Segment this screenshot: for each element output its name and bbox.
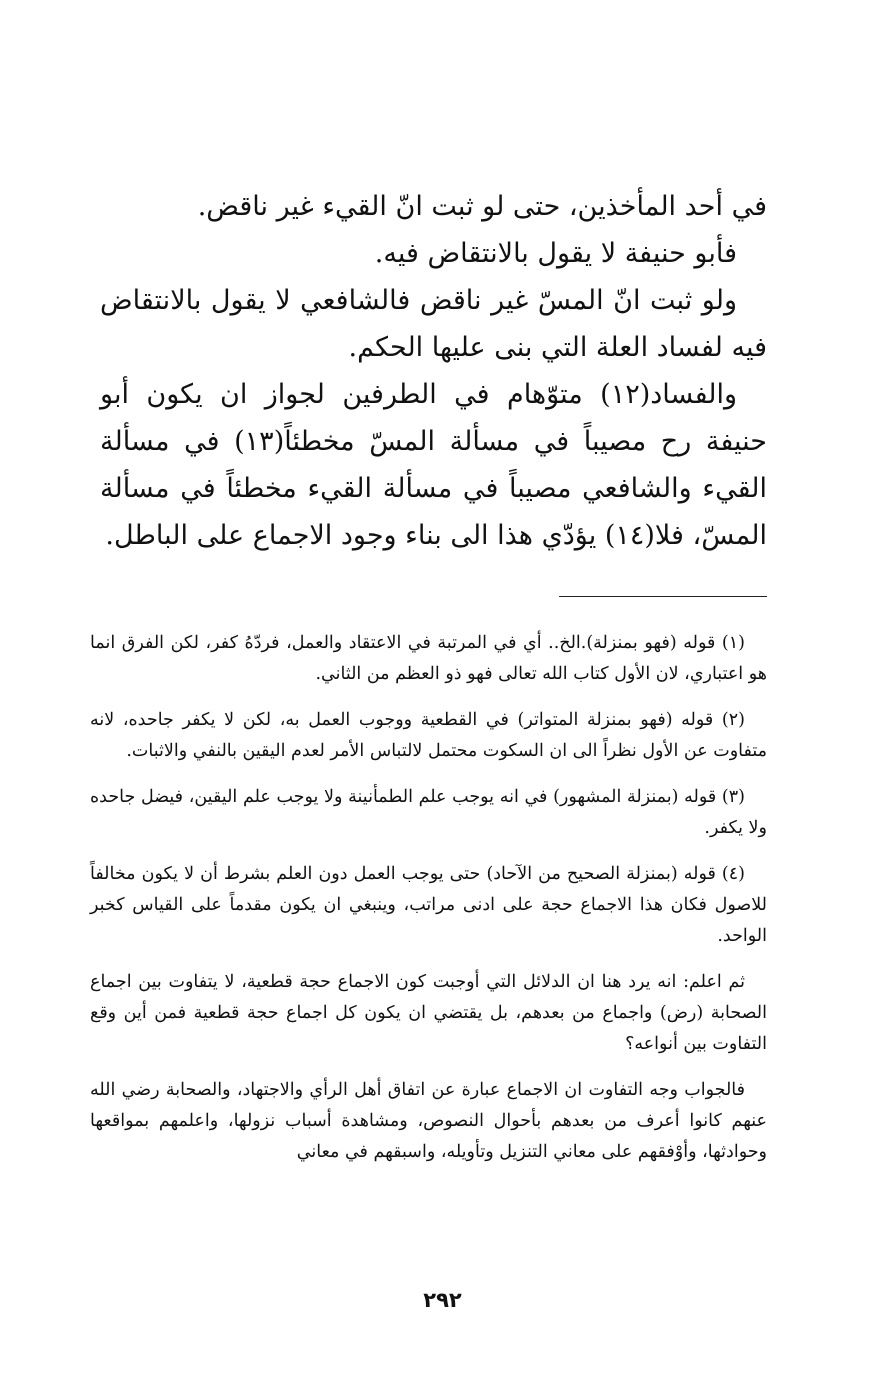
commentary-paragraph: ثم اعلم: انه يرد هنا ان الدلائل التي أوجبت كون الاجماع حجة قطعية، لا يتفاوت بين اجماع الصحابة (رض) واجماع من بعدهم، بل يقتضي ان يكون كل اجماع حجة قطعية فمن أين وقع التفاوت بين أنواعه؟ [90,972,767,1054]
main-text-body [100,183,767,559]
footnote-1: (١) قوله (فهو بمنزلة).الخ.. أي في المرتبة في الاعتقاد والعمل، فردّهُ كفر، لكن الفرق انما هو اعتباري، لان الأول كتاب الله تعالى فهو ذو العظم من الثاني. [90,633,767,684]
commentary-paragraph: فالجواب وجه التفاوت ان الاجماع عبارة عن اتفاق أهل الرأي والاجتهاد، والصحابة رضي الله عنهم كانوا أعرف من بعدهم بأحوال النصوص، ومشاهدة أسباب نزولها، واعلمهم بمواقعها وحوادثها، وأوْفقهم على معاني التنزيل وتأويله، واسبقهم في معاني [90,1080,767,1162]
page-number: ٢٩٢ [423,1288,462,1312]
footnotes-section [90,628,767,1183]
footnote-divider [559,596,767,597]
main-paragraph: والفساد(١٢) متوّهام في الطرفين لجواز ان يكون أبو حنيفة رح مصيباً في مسألة المسّ مخطئاً(١٣) في مسألة القيء والشافعي مصيباً في مسألة القيء مخطئاً في مسألة المسّ، فلا(١٤) يؤدّي هذا الى بناء وجود الاجماع على الباطل. [100,379,767,551]
footnote-2: (٢) قوله (فهو بمنزلة المتواتر) في القطعية ووجوب العمل به، لكن لا يكفر جاحده، لانه متفاوت عن الأول نظراً الى ان السكوت محتمل لالتباس الأمر لعدم اليقين بالنفي والاثبات. [90,710,767,761]
main-paragraph: فأبو حنيفة لا يقول بالانتقاض فيه. [374,238,737,269]
footnote-3: (٣) قوله (بمنزلة المشهور) في انه يوجب علم الطمأنينة ولا يوجب علم اليقين، فيضل جاحده ولا يكفر. [90,787,767,838]
footnote-4: (٤) قوله (بمنزلة الصحيح من الآحاد) حتى يوجب العمل دون العلم بشرط أن لا يكون مخالفاً للاصول فكان هذا الاجماع حجة على ادنى مراتب، وينبغي ان يكون مقدماً على القياس كخبر الواحد. [90,864,767,946]
main-paragraph: ولو ثبت انّ المسّ غير ناقض فالشافعي لا يقول بالانتقاض فيه لفساد العلة التي بنى عليها الحكم. [100,285,767,363]
main-paragraph: في أحد المأخذين، حتى لو ثبت انّ القيء غير ناقض. [197,191,767,222]
